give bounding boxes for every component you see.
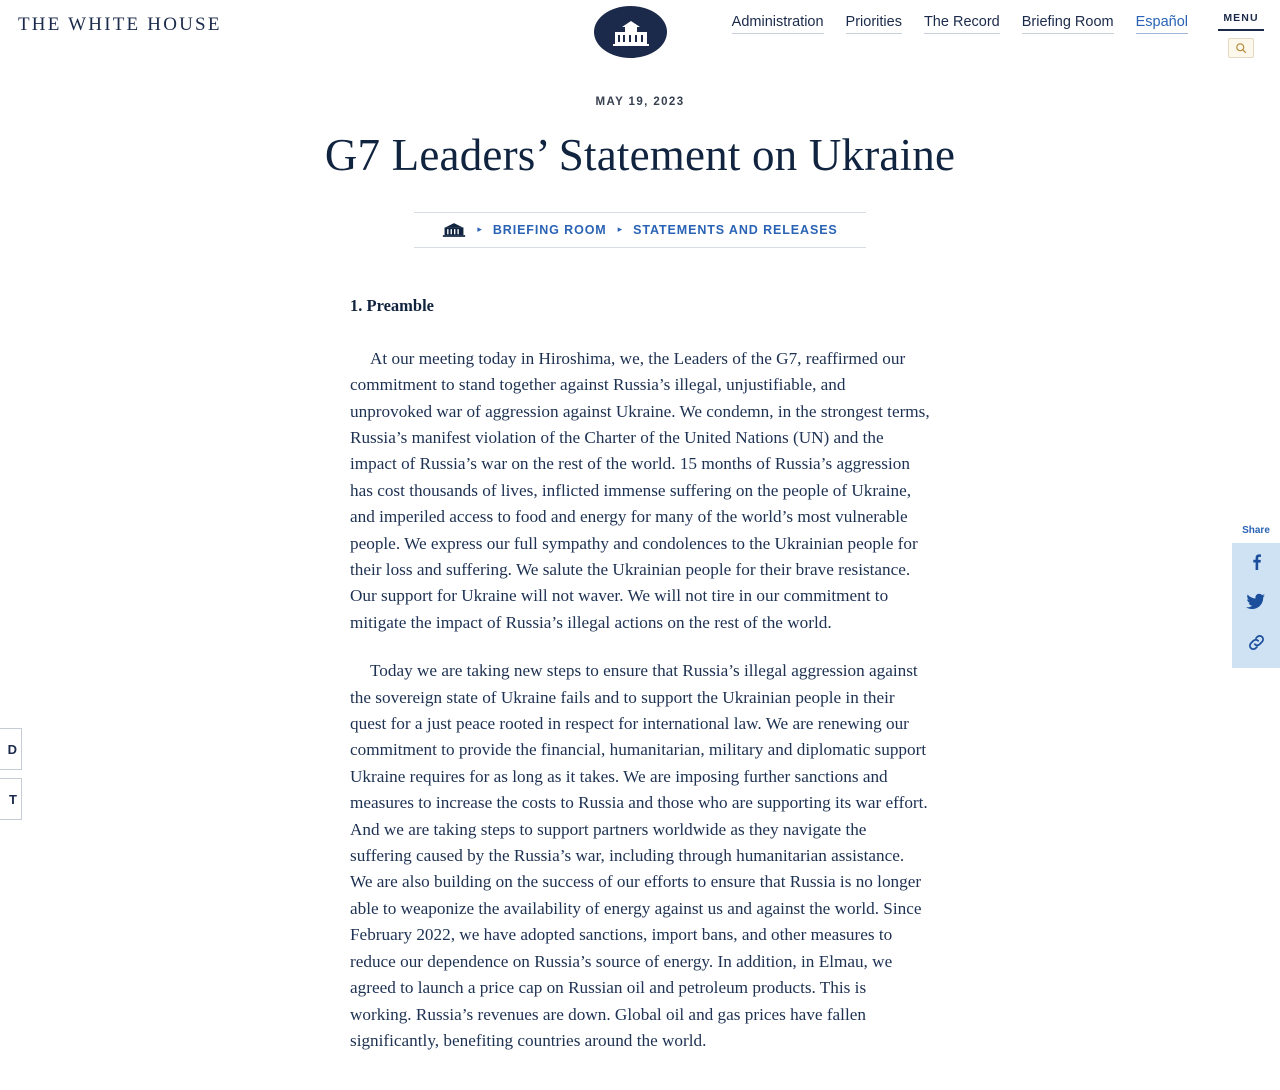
share-rail <box>1232 525 1280 668</box>
copy-link-icon[interactable] <box>1247 633 1266 656</box>
share-buttons <box>1232 543 1280 668</box>
share-label: Share <box>1242 525 1270 536</box>
breadcrumb <box>414 212 866 248</box>
page-title: G7 Leaders’ Statement on Ukraine <box>324 130 956 180</box>
breadcrumb-item-briefing-room[interactable]: BRIEFING ROOM <box>492 222 607 237</box>
search-button[interactable] <box>1228 38 1254 58</box>
site-header <box>0 0 1280 62</box>
site-brand[interactable]: THE WHITE HOUSE <box>18 14 222 35</box>
article-header <box>0 62 1280 248</box>
left-tab-d[interactable]: D <box>0 728 22 770</box>
search-icon <box>1235 42 1247 54</box>
nav-item-briefing-room[interactable]: Briefing Room <box>1022 14 1114 34</box>
article-body <box>350 248 930 1055</box>
article-paragraph-1: At our meeting today in Hiroshima, we, the Leaders of the G7, reaffirmed our commitment to stand together against Russia’s illegal, unjustifiable, and unprovoked war of aggression against Ukraine. We condemn, in the strongest terms, Russia’s manifest violation of the Charter of the United Nations (UN) and the impact of Russia’s war on the rest of the world. 15 months of Russia’s aggression has cost thousands of lives, inflicted immense suffering on the people of Ukraine, and imperiled access to food and energy for many of the world’s most vulnerable people. We express our full sympathy and condolences to the Ukrainian people for their loss and suffering. We salute the Ukrainian people for their brave resistance. Our support for Ukraine will not waver. We will not tire in our commitment to mitigate the impact of Russia’s illegal actions on the rest of the world. <box>350 348 930 632</box>
nav-item-administration[interactable]: Administration <box>732 14 824 34</box>
left-tab-t[interactable]: T <box>0 778 22 820</box>
white-house-home-icon[interactable] <box>442 222 466 238</box>
left-floating-tabs <box>0 728 22 820</box>
publication-date: MAY 19, 2023 <box>595 96 685 108</box>
article-paragraph-2: Today we are taking new steps to ensure that Russia’s illegal aggression against the sovereign state of Ukraine fails and to support the Ukrainian people in their quest for a just peace rooted in respect for international law. We are renewing our commitment to provide the financial, humanitarian, military and diplomatic support Ukraine requires for as long as it takes. We are imposing further sanctions and measures to increase the costs to Russia and those who are supporting its war effort. And we are taking steps to support partners worldwide as they navigate the suffering caused by the Russia’s war, including through humanitarian assistance. We are also building on the success of our efforts to ensure that Russia is no longer able to weaponize the availability of energy against us and against the world. Since February 2022, we have adopted sanctions, import bans, and other measures to reduce our dependence on Russia’s source of energy. In addition, in Elmau, we agreed to launch a price cap on Russian oil and petroleum products. This is working. Russia’s revenues are down. Global oil and gas prices have fallen significantly, benefiting countries around the world. <box>350 661 928 1050</box>
breadcrumb-item-statements-and-releases[interactable]: STATEMENTS AND RELEASES <box>633 222 838 237</box>
nav-item-priorities[interactable]: Priorities <box>846 14 902 34</box>
nav-item-espanol[interactable]: Español <box>1136 14 1188 34</box>
section-heading-preamble: 1. Preamble <box>350 295 435 315</box>
facebook-icon[interactable] <box>1248 553 1264 575</box>
primary-navigation <box>732 14 1188 34</box>
breadcrumb-separator-2: ▸ <box>617 224 623 235</box>
white-house-seal-icon[interactable] <box>594 6 667 58</box>
twitter-icon[interactable] <box>1246 593 1266 615</box>
breadcrumb-separator: ▸ <box>477 224 482 235</box>
nav-item-the-record[interactable]: The Record <box>924 14 1000 34</box>
menu-block <box>1218 12 1264 58</box>
menu-button[interactable]: MENU <box>1218 12 1264 31</box>
